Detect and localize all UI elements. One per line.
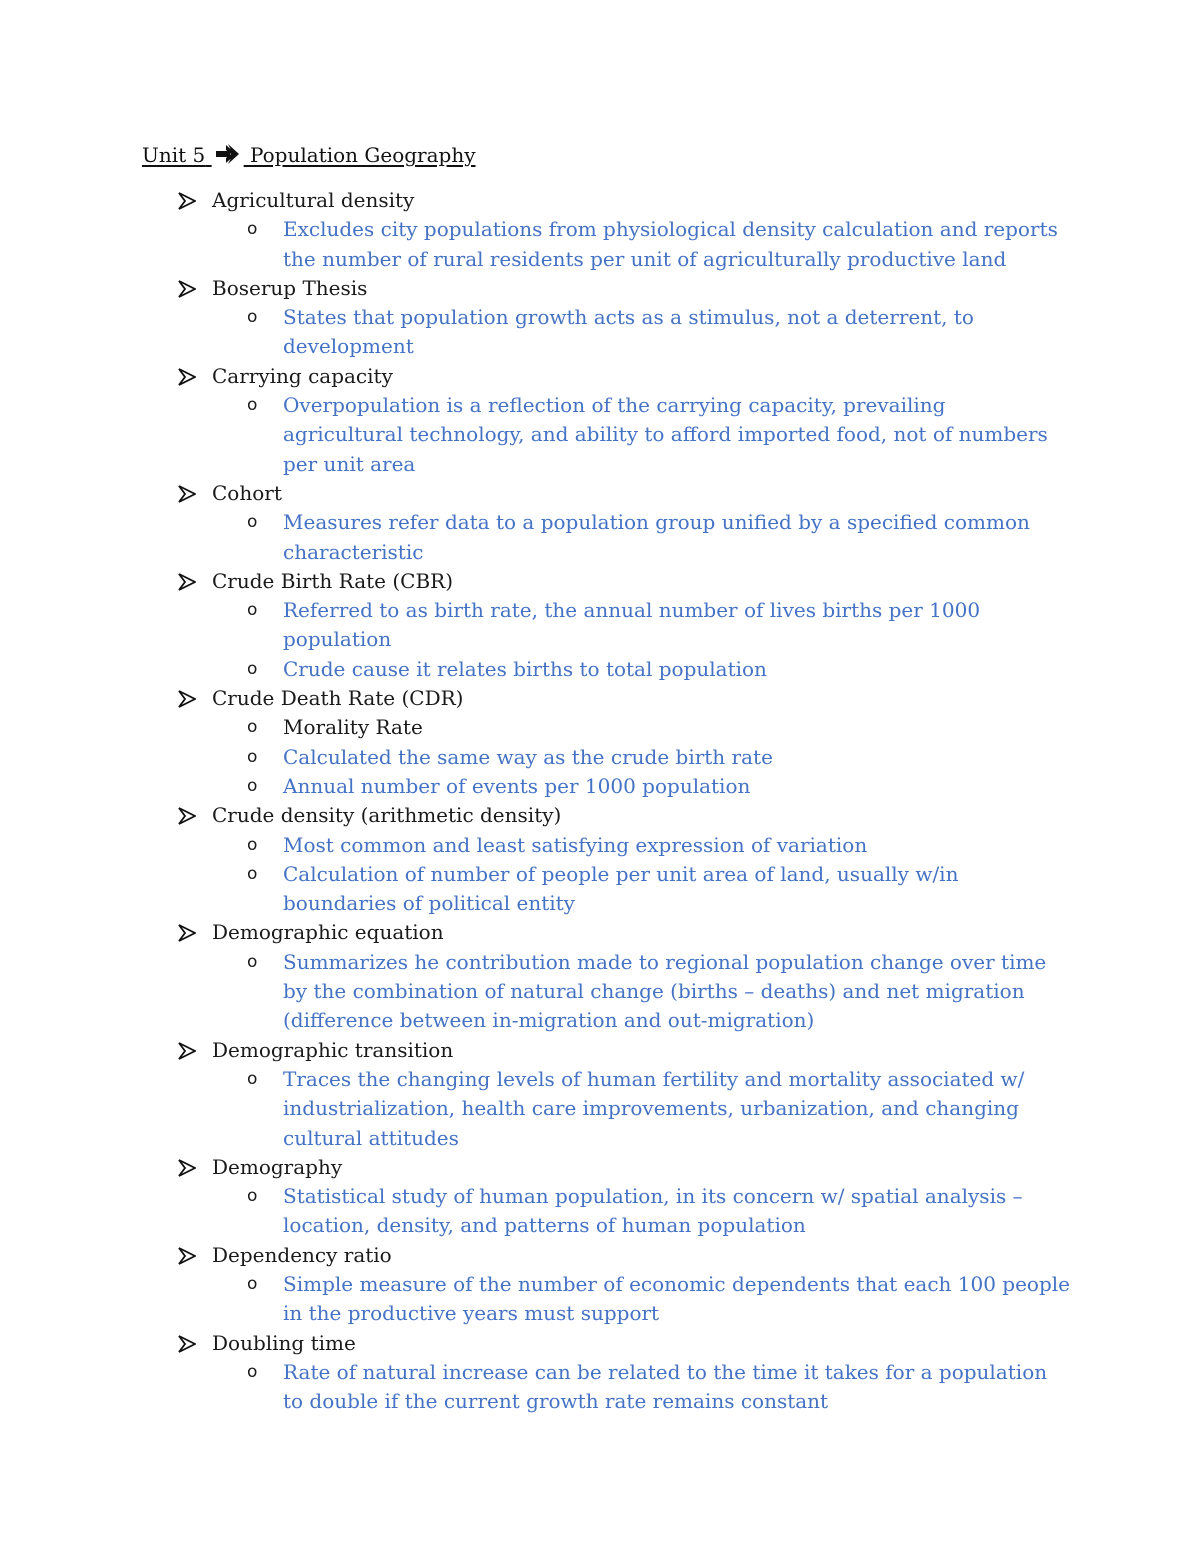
definition-text: Referred to as birth rate, the annual number of lives births per 1000 population <box>283 598 981 652</box>
term-label: Carrying capacity <box>212 363 393 388</box>
definition-item <box>0 655 1200 684</box>
definition-list <box>0 713 1200 801</box>
glossary-item <box>0 186 1200 274</box>
term-label: Agricultural density <box>212 188 415 212</box>
definition-item <box>0 508 1200 567</box>
glossary-item <box>0 1036 1200 1153</box>
definition-item <box>0 948 1200 1036</box>
arrowhead-bullet-icon <box>178 1042 196 1060</box>
arrowhead-bullet-icon <box>178 1159 196 1177</box>
term-label: Cohort <box>212 480 282 505</box>
arrowhead-bullet-icon <box>178 573 196 591</box>
definition-text: Rate of natural increase can be related to the time it takes for a population to double if the current growth rate remains constant <box>283 1359 1048 1414</box>
glossary-item <box>0 1153 1200 1241</box>
definition-list <box>0 508 1200 567</box>
glossary-list <box>0 186 1200 1416</box>
term-label: Demographic transition <box>212 1037 454 1062</box>
hollow-circle-bullet-icon: o <box>247 512 258 533</box>
heading-unit: Unit 5 <box>142 143 206 167</box>
hollow-circle-bullet-icon: o <box>247 863 258 884</box>
term-row <box>0 274 1200 303</box>
definition-item <box>0 1065 1200 1153</box>
arrowhead-bullet-icon <box>178 1247 196 1265</box>
hollow-circle-bullet-icon: o <box>247 307 258 328</box>
hollow-circle-bullet-icon: o <box>247 600 258 621</box>
definition-text: Calculated the same way as the crude birth rate <box>283 744 773 769</box>
definition-item <box>0 391 1200 479</box>
term-label: Crude Death Rate (CDR) <box>212 686 464 711</box>
definition-text: Simple measure of the number of economic dependents that each 100 people in the productive years must support <box>283 1271 1071 1326</box>
arrowhead-bullet-icon <box>178 280 196 298</box>
glossary-item <box>0 1241 1200 1329</box>
hollow-circle-bullet-icon: o <box>247 775 258 796</box>
definition-list <box>0 1182 1200 1241</box>
term-row <box>0 567 1200 596</box>
definition-item <box>0 303 1200 362</box>
definition-list <box>0 831 1200 919</box>
hollow-circle-bullet-icon: o <box>247 746 258 767</box>
definition-text: Annual number of events per 1000 population <box>283 773 751 798</box>
term-row <box>0 362 1200 391</box>
hollow-circle-bullet-icon: o <box>247 1068 258 1089</box>
hollow-circle-bullet-icon: o <box>247 951 258 972</box>
arrowhead-bullet-icon <box>178 485 196 503</box>
definition-text: Morality Rate <box>283 715 423 740</box>
term-row <box>0 1153 1200 1182</box>
glossary-item <box>0 274 1200 362</box>
term-row <box>0 918 1200 947</box>
term-row <box>0 1329 1200 1358</box>
hollow-circle-bullet-icon: o <box>247 219 258 240</box>
hollow-circle-bullet-icon: o <box>247 834 258 855</box>
hollow-circle-bullet-icon: o <box>247 717 258 738</box>
definition-item <box>0 860 1200 919</box>
definition-list <box>0 215 1200 274</box>
definition-text: Crude cause it relates births to total population <box>283 656 767 681</box>
definition-list <box>0 948 1200 1036</box>
term-label: Demographic equation <box>212 920 444 945</box>
hollow-circle-bullet-icon: o <box>247 1186 258 1207</box>
glossary-item <box>0 684 1200 801</box>
definition-item <box>0 1270 1200 1329</box>
page-heading <box>142 141 476 170</box>
definition-list <box>0 303 1200 362</box>
definition-list <box>0 1270 1200 1329</box>
definition-text: Excludes city populations from physiological density calculation and reports the number of rural residents per unit of agriculturally productive land <box>283 217 1058 271</box>
definition-list <box>0 1358 1200 1417</box>
term-row <box>0 801 1200 830</box>
term-row <box>0 1241 1200 1270</box>
arrowhead-bullet-icon <box>178 690 196 708</box>
definition-text: Measures refer data to a population group unified by a specified common characteristic <box>283 510 1030 564</box>
definition-text: States that population growth acts as a stimulus, not a deterrent, to development <box>283 305 974 359</box>
term-row <box>0 1036 1200 1065</box>
term-label: Dependency ratio <box>212 1242 392 1267</box>
glossary-item <box>0 479 1200 567</box>
definition-item <box>0 1358 1200 1417</box>
definition-item <box>0 743 1200 772</box>
glossary-item <box>0 801 1200 918</box>
right-arrow-icon <box>212 143 244 165</box>
glossary-item <box>0 918 1200 1035</box>
glossary-item <box>0 567 1200 684</box>
glossary-item <box>0 362 1200 479</box>
definition-list <box>0 596 1200 684</box>
hollow-circle-bullet-icon: o <box>247 395 258 416</box>
definition-text: Statistical study of human population, in its concern w/ spatial analysis – location, density, and patterns of human population <box>283 1184 1023 1238</box>
hollow-circle-bullet-icon: o <box>247 1361 258 1382</box>
term-row <box>0 684 1200 713</box>
arrowhead-bullet-icon <box>178 924 196 942</box>
definition-text: Summarizes he contribution made to regional population change over time by the combination of natural change (births – deaths) and net migration (difference between in-migration and out-migration) <box>283 949 1047 1033</box>
definition-item <box>0 1182 1200 1241</box>
definition-item <box>0 713 1200 742</box>
term-label: Demography <box>212 1154 343 1179</box>
term-label: Crude Birth Rate (CBR) <box>212 568 454 593</box>
heading-title: Population Geography <box>249 143 476 167</box>
definition-text: Traces the changing levels of human fertility and mortality associated w/ industrialization, health care improvements, urbanization, and changing cultural attitudes <box>283 1066 1025 1150</box>
definition-text: Calculation of number of people per unit area of land, usually w/in boundaries of political entity <box>283 861 959 916</box>
definition-item <box>0 215 1200 274</box>
arrowhead-bullet-icon <box>178 368 196 386</box>
definition-list <box>0 391 1200 479</box>
arrowhead-bullet-icon <box>178 192 196 210</box>
term-row <box>0 479 1200 508</box>
definition-item <box>0 772 1200 801</box>
definition-list <box>0 1065 1200 1153</box>
hollow-circle-bullet-icon: o <box>247 658 258 679</box>
term-label: Boserup Thesis <box>212 275 368 300</box>
term-label: Crude density (arithmetic density) <box>212 803 562 828</box>
arrowhead-bullet-icon <box>178 1335 196 1353</box>
term-label: Doubling time <box>212 1330 356 1355</box>
definition-item <box>0 831 1200 860</box>
glossary-item <box>0 1329 1200 1417</box>
definition-text: Overpopulation is a reflection of the carrying capacity, prevailing agricultural technology, and ability to afford imported food, not of numbers per unit area <box>283 393 1048 476</box>
arrowhead-bullet-icon <box>178 807 196 825</box>
definition-text: Most common and least satisfying expression of variation <box>283 832 868 857</box>
definition-item <box>0 596 1200 655</box>
hollow-circle-bullet-icon: o <box>247 1273 258 1294</box>
term-row <box>0 186 1200 215</box>
